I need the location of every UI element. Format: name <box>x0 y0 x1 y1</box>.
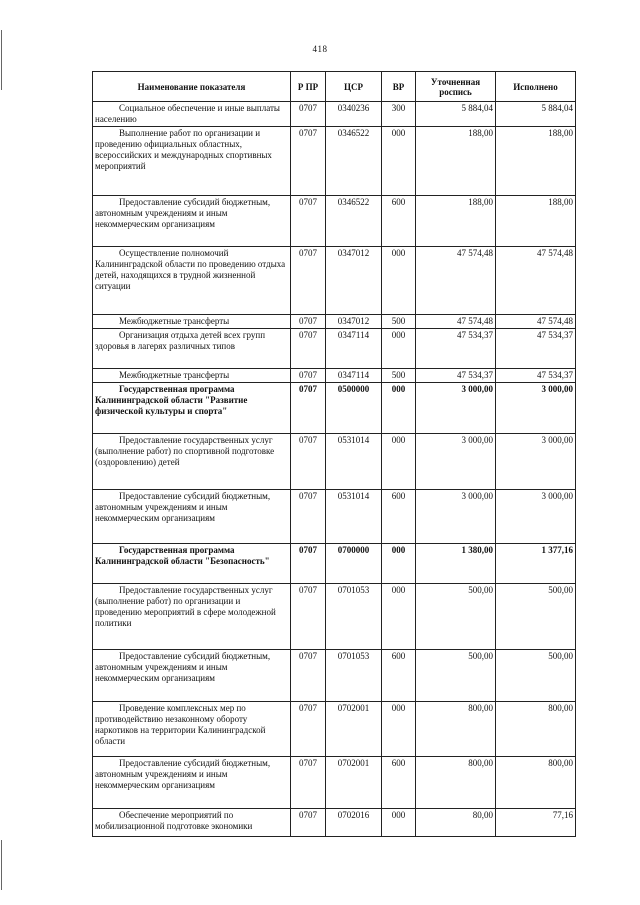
row-planned: 3 000,00 <box>416 434 496 490</box>
row-vr: 000 <box>382 329 416 369</box>
row-csr: 0347012 <box>326 315 382 329</box>
row-rpr: 0707 <box>291 315 326 329</box>
table-row <box>93 196 576 247</box>
table-row-program <box>93 544 576 584</box>
budget-execution-table <box>92 71 576 837</box>
scan-margin-mark <box>1 30 2 90</box>
row-executed: 5 884,04 <box>496 102 576 127</box>
row-executed: 47 574,48 <box>496 315 576 329</box>
table-row <box>93 369 576 383</box>
row-rpr: 0707 <box>291 702 326 757</box>
row-csr: 0702001 <box>326 702 382 757</box>
row-rpr: 0707 <box>291 809 326 837</box>
row-vr: 600 <box>382 757 416 809</box>
row-executed: 800,00 <box>496 702 576 757</box>
row-executed: 47 574,48 <box>496 247 576 315</box>
row-csr: 0531014 <box>326 490 382 544</box>
row-vr: 000 <box>382 809 416 837</box>
row-name: Предоставление государственных услуг (выполнение работ) по спортивной подготовке (оздоровлению) детей <box>93 434 291 490</box>
row-rpr: 0707 <box>291 127 326 196</box>
row-vr: 000 <box>382 434 416 490</box>
table-row <box>93 247 576 315</box>
table-row <box>93 584 576 650</box>
table-row <box>93 490 576 544</box>
row-planned: 47 534,37 <box>416 369 496 383</box>
row-rpr: 0707 <box>291 490 326 544</box>
row-executed: 3 000,00 <box>496 434 576 490</box>
row-rpr: 0707 <box>291 584 326 650</box>
scan-margin-mark <box>1 840 2 890</box>
row-csr: 0500000 <box>326 383 382 434</box>
row-csr: 0347012 <box>326 247 382 315</box>
row-vr: 600 <box>382 650 416 702</box>
row-name: Выполнение работ по организации и проведению официальных областных, всероссийских и международных спортивных мероприятий <box>93 127 291 196</box>
row-rpr: 0707 <box>291 434 326 490</box>
row-vr: 000 <box>382 544 416 584</box>
row-executed: 47 534,37 <box>496 369 576 383</box>
row-name: Государственная программа Калининградской области "Развитие физической культуры и спорта" <box>93 383 291 434</box>
row-csr: 0347114 <box>326 329 382 369</box>
row-name: Обеспечение мероприятий по мобилизационной подготовке экономики <box>93 809 291 837</box>
row-name: Предоставление субсидий бюджетным, автономным учреждениям и иным некоммерческим организациям <box>93 490 291 544</box>
row-csr: 0702016 <box>326 809 382 837</box>
row-csr: 0701053 <box>326 584 382 650</box>
row-csr: 0700000 <box>326 544 382 584</box>
row-planned: 500,00 <box>416 584 496 650</box>
row-planned: 188,00 <box>416 127 496 196</box>
row-rpr: 0707 <box>291 196 326 247</box>
row-planned: 80,00 <box>416 809 496 837</box>
column-header-csr: ЦСР <box>326 72 382 102</box>
row-csr: 0340236 <box>326 102 382 127</box>
row-vr: 000 <box>382 127 416 196</box>
row-vr: 600 <box>382 196 416 247</box>
table-row <box>93 809 576 837</box>
row-csr: 0702001 <box>326 757 382 809</box>
column-header-vr: ВР <box>382 72 416 102</box>
table-row-program <box>93 383 576 434</box>
table-row <box>93 329 576 369</box>
table-row <box>93 650 576 702</box>
row-csr: 0347114 <box>326 369 382 383</box>
row-name: Предоставление государственных услуг (выполнение работ) по организации и проведению мероприятий в сфере молодежной политики <box>93 584 291 650</box>
row-rpr: 0707 <box>291 102 326 127</box>
row-csr: 0701053 <box>326 650 382 702</box>
row-executed: 1 377,16 <box>496 544 576 584</box>
table-row <box>93 702 576 757</box>
row-planned: 47 534,37 <box>416 329 496 369</box>
row-name: Организация отдыха детей всех групп здоровья в лагерях различных типов <box>93 329 291 369</box>
row-vr: 500 <box>382 315 416 329</box>
row-rpr: 0707 <box>291 247 326 315</box>
row-vr: 000 <box>382 247 416 315</box>
row-name: Межбюджетные трансферты <box>93 369 291 383</box>
row-rpr: 0707 <box>291 544 326 584</box>
row-name: Социальное обеспечение и иные выплаты населению <box>93 102 291 127</box>
row-vr: 000 <box>382 702 416 757</box>
row-planned: 800,00 <box>416 757 496 809</box>
row-rpr: 0707 <box>291 369 326 383</box>
row-planned: 47 574,48 <box>416 315 496 329</box>
table-row <box>93 102 576 127</box>
row-planned: 1 380,00 <box>416 544 496 584</box>
column-header-planned: Уточненная роспись <box>416 72 496 102</box>
row-rpr: 0707 <box>291 650 326 702</box>
row-rpr: 0707 <box>291 329 326 369</box>
row-name: Государственная программа Калининградской области "Безопасность" <box>93 544 291 584</box>
row-planned: 5 884,04 <box>416 102 496 127</box>
row-vr: 000 <box>382 383 416 434</box>
table-row <box>93 315 576 329</box>
table-header-row <box>93 72 576 102</box>
row-executed: 500,00 <box>496 584 576 650</box>
row-vr: 000 <box>382 584 416 650</box>
row-planned: 500,00 <box>416 650 496 702</box>
table-row <box>93 757 576 809</box>
row-name: Предоставление субсидий бюджетным, автономным учреждениям и иным некоммерческим организациям <box>93 757 291 809</box>
row-rpr: 0707 <box>291 757 326 809</box>
row-name: Предоставление субсидий бюджетным, автономным учреждениям и иным некоммерческим организациям <box>93 650 291 702</box>
row-csr: 0346522 <box>326 127 382 196</box>
row-name: Межбюджетные трансферты <box>93 315 291 329</box>
row-executed: 800,00 <box>496 757 576 809</box>
row-executed: 188,00 <box>496 127 576 196</box>
column-header-rpr: Р ПР <box>291 72 326 102</box>
row-executed: 3 000,00 <box>496 383 576 434</box>
row-vr: 300 <box>382 102 416 127</box>
row-name: Предоставление субсидий бюджетным, автономным учреждениям и иным некоммерческим организациям <box>93 196 291 247</box>
row-planned: 800,00 <box>416 702 496 757</box>
row-planned: 3 000,00 <box>416 383 496 434</box>
row-vr: 500 <box>382 369 416 383</box>
row-vr: 600 <box>382 490 416 544</box>
row-csr: 0346522 <box>326 196 382 247</box>
page-number: 418 <box>312 44 328 54</box>
row-planned: 3 000,00 <box>416 490 496 544</box>
row-executed: 47 534,37 <box>496 329 576 369</box>
row-executed: 500,00 <box>496 650 576 702</box>
row-name: Проведение комплексных мер по противодействию незаконному обороту наркотиков на территории Калининградской области <box>93 702 291 757</box>
row-name: Осуществление полномочий Калининградской области по проведению отдыха детей, находящихся в трудной жизненной ситуации <box>93 247 291 315</box>
column-header-executed: Исполнено <box>496 72 576 102</box>
table-row <box>93 127 576 196</box>
table-row <box>93 434 576 490</box>
row-planned: 47 574,48 <box>416 247 496 315</box>
row-executed: 3 000,00 <box>496 490 576 544</box>
row-rpr: 0707 <box>291 383 326 434</box>
row-planned: 188,00 <box>416 196 496 247</box>
row-executed: 77,16 <box>496 809 576 837</box>
row-executed: 188,00 <box>496 196 576 247</box>
column-header-name: Наименование показателя <box>93 72 291 102</box>
row-csr: 0531014 <box>326 434 382 490</box>
